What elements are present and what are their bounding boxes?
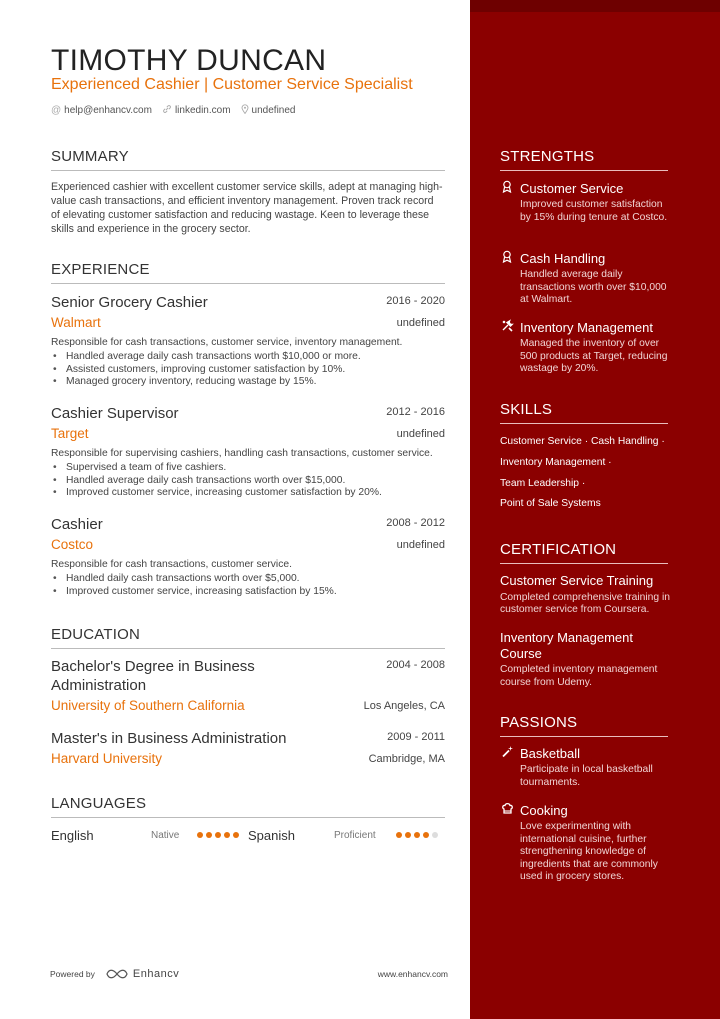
passion-title: Basketball bbox=[520, 745, 580, 761]
sidebar-top-band bbox=[470, 0, 720, 12]
education-dates: 2004 - 2008 bbox=[386, 659, 445, 671]
footer bbox=[50, 968, 448, 980]
strength-text: Managed the inventory of over 500 products at Target, reducing wastage by 20%. bbox=[520, 338, 668, 374]
job-bullet: • Improved customer service, increasing satisfaction by 15%. bbox=[51, 586, 445, 599]
strength-title: Cash Handling bbox=[520, 250, 606, 266]
skills-title: SKILLS bbox=[500, 401, 668, 424]
passion-text: Love experimenting with international cuisine, further strengthening knowledge of ingredients that are commonly used in grocery stores. bbox=[520, 821, 658, 882]
experience-entry bbox=[51, 515, 445, 598]
passion-text: Participate in local basketball tournaments. bbox=[520, 764, 653, 788]
education-entry bbox=[51, 657, 445, 713]
strength-item bbox=[500, 250, 675, 307]
job-dates: 2008 - 2012 bbox=[386, 517, 445, 529]
powered-by-text: Powered by bbox=[50, 969, 95, 979]
experience-entry bbox=[51, 404, 445, 500]
certification-title: CERTIFICATION bbox=[500, 541, 668, 564]
rating-dot-filled bbox=[423, 832, 429, 838]
job-title: Cashier Supervisor bbox=[51, 405, 179, 422]
job-bullet: • Handled average daily cash transactions worth over $15,000. bbox=[51, 475, 445, 488]
passion-title: Cooking bbox=[520, 802, 568, 818]
medal-icon bbox=[500, 180, 514, 196]
enhancv-logo-text: Enhancv bbox=[132, 968, 180, 980]
school-location: Cambridge, MA bbox=[368, 752, 445, 765]
job-bullet: • Managed grocery inventory, reducing wastage by 15%. bbox=[51, 376, 445, 389]
rating-dot-filled bbox=[197, 832, 203, 838]
skills-line: Team Leadership · bbox=[500, 477, 586, 489]
company-name: Costco bbox=[51, 537, 94, 552]
footer-brand bbox=[50, 968, 179, 980]
degree-title: Master's in Business Administration bbox=[51, 730, 287, 747]
passions-title: PASSIONS bbox=[500, 714, 668, 737]
job-dates: 2012 - 2016 bbox=[386, 406, 445, 418]
languages-row bbox=[51, 826, 445, 844]
passion-item bbox=[500, 745, 675, 789]
school-name: University of Southern California bbox=[51, 698, 245, 713]
passion-item bbox=[500, 802, 675, 884]
medal-icon bbox=[500, 250, 514, 266]
footer-url[interactable]: www.enhancv.com bbox=[377, 969, 448, 979]
strength-text: Improved customer satisfaction by 15% during tenure at Costco. bbox=[520, 199, 668, 223]
language-item bbox=[51, 828, 248, 843]
school-location: Los Angeles, CA bbox=[363, 699, 445, 712]
strength-title: Customer Service bbox=[520, 180, 624, 196]
job-bullet: • Handled average daily cash transactions worth $10,000 or more. bbox=[51, 351, 445, 364]
job-bullets bbox=[51, 573, 445, 598]
email-text: help@enhancv.com bbox=[64, 105, 152, 116]
at-icon: @ bbox=[51, 105, 62, 116]
company-name: Target bbox=[51, 426, 89, 441]
candidate-headline: Experienced Cashier | Customer Service Specialist bbox=[51, 76, 413, 93]
rating-dot-filled bbox=[224, 832, 230, 838]
rating-dot-filled bbox=[215, 832, 221, 838]
location-text: undefined bbox=[251, 105, 296, 116]
contact-email[interactable] bbox=[51, 104, 152, 117]
education-title: EDUCATION bbox=[51, 626, 445, 649]
strength-text: Handled average daily transactions worth over $10,000 at Walmart. bbox=[520, 269, 667, 305]
certification-text: Completed comprehensive training in customer service from Coursera. bbox=[500, 591, 670, 615]
strength-item bbox=[500, 180, 675, 224]
job-bullet: • Handled daily cash transactions worth over $5,000. bbox=[51, 573, 445, 586]
education-entry bbox=[51, 729, 445, 766]
job-title: Senior Grocery Cashier bbox=[51, 294, 208, 311]
job-bullet: • Supervised a team of five cashiers. bbox=[51, 462, 445, 475]
rating-dot-filled bbox=[206, 832, 212, 838]
skills-line: Customer Service · Cash Handling · bbox=[500, 436, 665, 447]
languages-title: LANGUAGES bbox=[51, 795, 445, 818]
linkedin-text: linkedin.com bbox=[174, 105, 231, 116]
rating-dot-filled bbox=[396, 832, 402, 838]
contact-location bbox=[241, 104, 296, 117]
language-name: English bbox=[51, 827, 94, 843]
contact-linkedin[interactable] bbox=[162, 104, 231, 117]
job-description: Responsible for cash transactions, customer service, inventory management. bbox=[51, 337, 403, 348]
summary-text: Experienced cashier with excellent customer service skills, adept at managing high-value cash transactions, and efficient inventory management. Proven track record of elevating customer satisfaction and reducing wastage. Keen to leverage these skills and experience in the grocery sector. bbox=[51, 181, 443, 235]
job-description: Responsible for cash transactions, customer service. bbox=[51, 559, 292, 570]
language-item bbox=[248, 828, 445, 843]
education-dates: 2009 - 2011 bbox=[387, 731, 445, 743]
certification-name: Inventory Management Course bbox=[500, 630, 633, 661]
rating-dot-filled bbox=[414, 832, 420, 838]
job-bullets bbox=[51, 462, 445, 500]
link-icon bbox=[162, 104, 172, 117]
candidate-name: TIMOTHY DUNCAN bbox=[51, 44, 327, 77]
tools-icon bbox=[500, 319, 514, 335]
job-bullet: • Improved customer service, increasing customer satisfaction by 20%. bbox=[51, 487, 445, 500]
job-location: undefined bbox=[396, 427, 445, 440]
job-bullets bbox=[51, 351, 445, 389]
language-level: Native bbox=[151, 829, 180, 841]
strengths-title: STRENGTHS bbox=[500, 148, 668, 171]
school-name: Harvard University bbox=[51, 751, 163, 766]
contact-bar bbox=[51, 104, 295, 117]
company-name: Walmart bbox=[51, 315, 101, 330]
strength-title: Inventory Management bbox=[520, 319, 653, 335]
rating-dot-filled bbox=[233, 832, 239, 838]
strength-item bbox=[500, 319, 675, 376]
language-rating bbox=[197, 832, 239, 838]
location-pin-icon bbox=[241, 104, 249, 117]
cooking-icon bbox=[500, 802, 514, 818]
summary-title: SUMMARY bbox=[51, 148, 445, 171]
degree-title: Bachelor's Degree in Business Administration bbox=[51, 658, 255, 694]
language-level: Proficient bbox=[334, 829, 376, 841]
certification-item bbox=[500, 630, 675, 689]
language-name: Spanish bbox=[248, 827, 295, 843]
skills-line: Inventory Management · bbox=[500, 456, 612, 468]
certification-item bbox=[500, 573, 675, 617]
enhancv-logo[interactable] bbox=[105, 968, 179, 980]
skills-list bbox=[500, 432, 680, 515]
job-location: undefined bbox=[396, 538, 445, 551]
certification-name: Customer Service Training bbox=[500, 573, 654, 588]
experience-entry bbox=[51, 293, 445, 389]
magic-wand-icon bbox=[500, 745, 514, 761]
job-dates: 2016 - 2020 bbox=[386, 295, 445, 307]
rating-dot-empty bbox=[432, 832, 438, 838]
sidebar bbox=[470, 0, 720, 1019]
job-location: undefined bbox=[396, 316, 445, 329]
job-description: Responsible for supervising cashiers, handling cash transactions, customer service. bbox=[51, 448, 433, 459]
experience-title: EXPERIENCE bbox=[51, 261, 445, 284]
job-bullet: • Assisted customers, improving customer satisfaction by 10%. bbox=[51, 364, 445, 377]
skills-line: Point of Sale Systems bbox=[500, 498, 601, 510]
certification-text: Completed inventory management course from Udemy. bbox=[500, 664, 658, 688]
enhancv-logo-icon bbox=[105, 968, 129, 980]
job-title: Cashier bbox=[51, 516, 103, 533]
language-rating bbox=[396, 832, 438, 838]
rating-dot-filled bbox=[405, 832, 411, 838]
